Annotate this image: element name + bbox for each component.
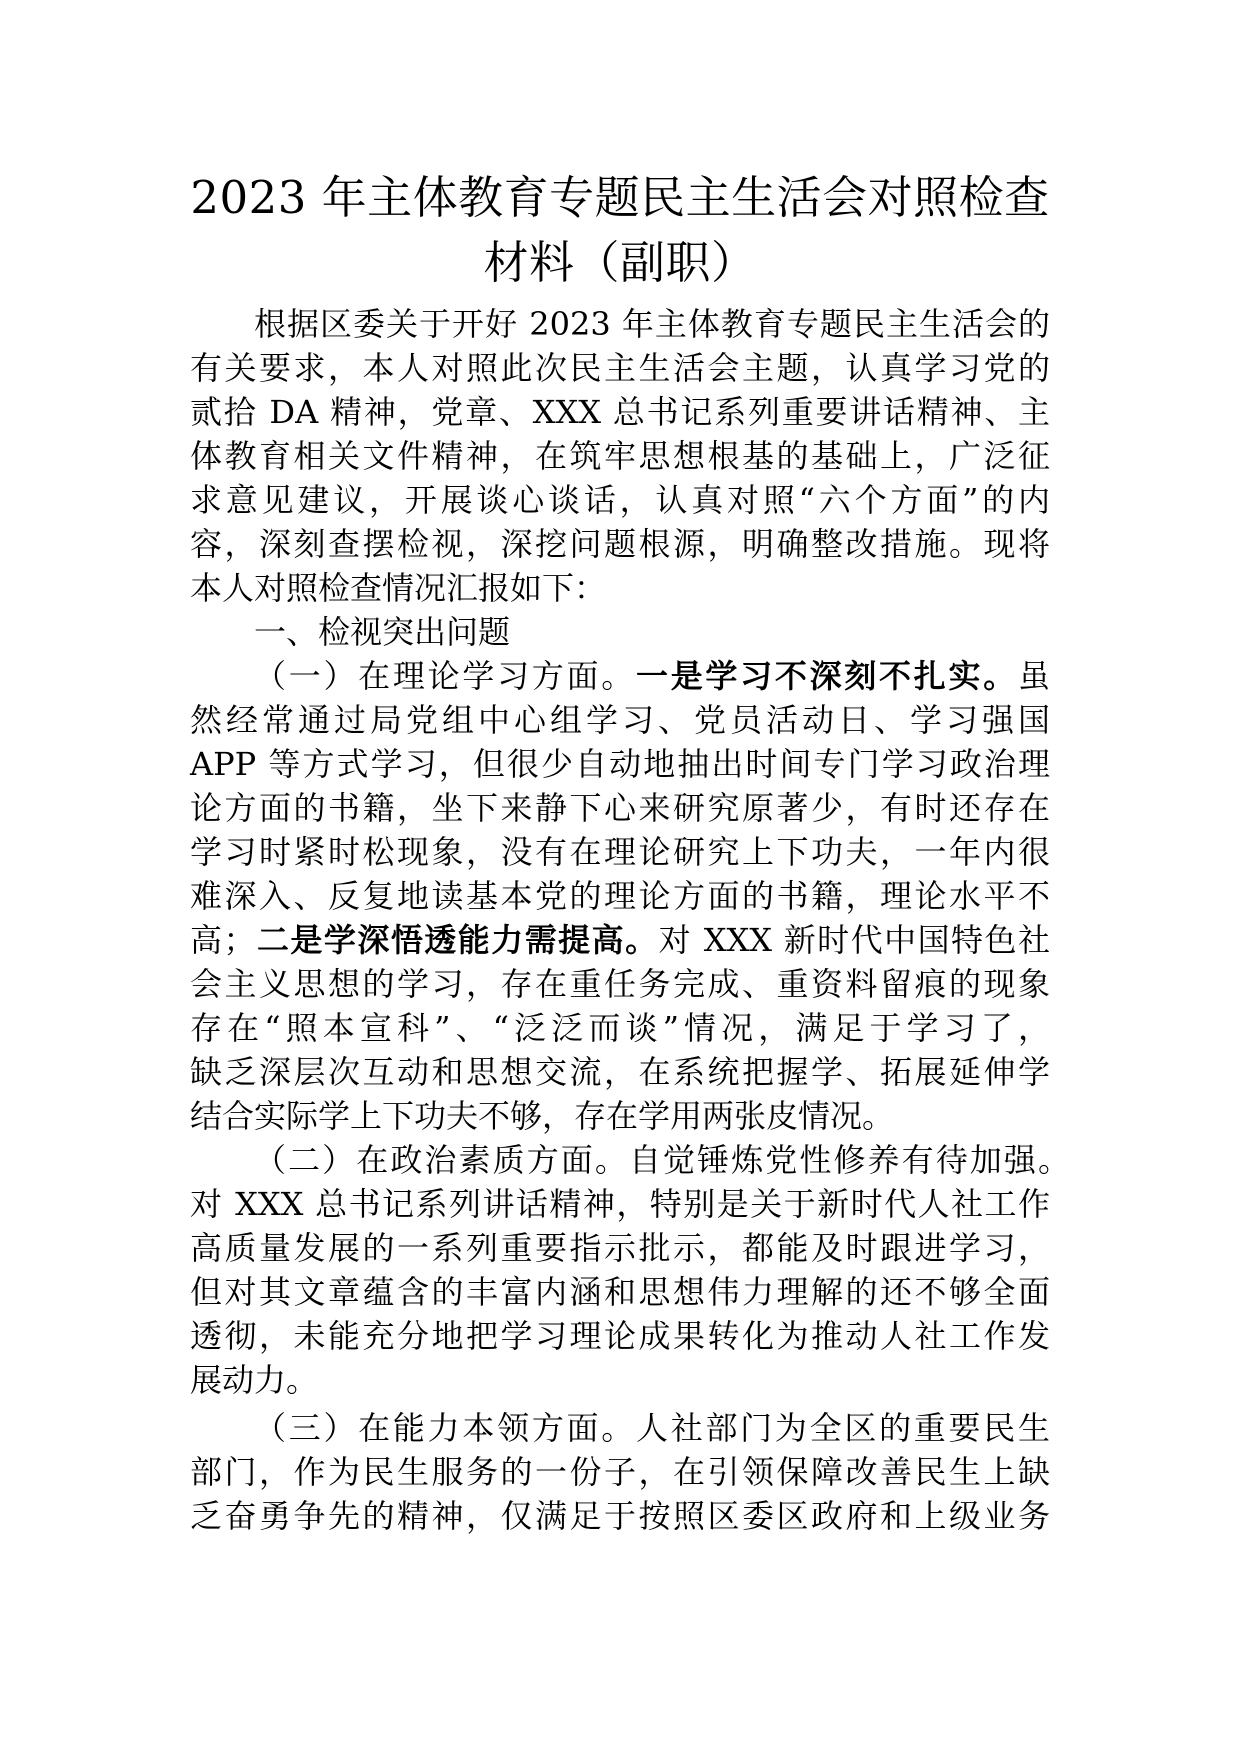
paragraph-line: 展动力。 [190,1361,319,1399]
paragraph-line: 求意见建议，开展谈心谈话，认真对照“六个方面”的内 [190,481,1050,519]
paragraph-line: 有关要求，本人对照此次民主生活会主题，认真学习党的 [190,349,1050,387]
subsection-line: （三）在能力本领方面。人社部门为全区的重要民生 [254,1409,1050,1447]
text-fragment: 对 XXX 新时代中国特色社 [658,921,1050,959]
paragraph-line: 对 XXX 总书记系列讲话精神，特别是关于新时代人社工作 [190,1185,1050,1223]
text-fragment: 高； [190,921,256,959]
paragraph-line: 会主义思想的学习，存在重任务完成、重资料留痕的现象 [190,965,1050,1003]
paragraph-line: 学习时紧时松现象，没有在理论研究上下功夫，一年内很 [190,833,1050,871]
paragraph-line-mixed [190,918,1050,962]
section-heading: 一、检视突出问题 [254,613,511,651]
paragraph-line: 透彻，未能充分地把学习理论成果转化为推动人社工作发 [190,1317,1050,1355]
text-fragment: 虽 [1017,657,1050,695]
paragraph-line: 但对其文章蕴含的丰富内涵和思想伟力理解的还不够全面 [190,1273,1050,1311]
paragraph-line: 本人对照检查情况汇报如下： [190,569,607,607]
document-title-line-2: 材料（副职） [483,236,757,289]
paragraph-line: 部门，作为民生服务的一份子，在引领保障改善民生上缺 [190,1453,1050,1491]
paragraph-line: 贰拾 DA 精神，党章、XXX 总书记系列重要讲话精神、主 [190,393,1050,431]
paragraph-line: 高质量发展的一系列重要指示批示，都能及时跟进学习， [190,1229,1050,1267]
paragraph-line: 缺乏深层次互动和思想交流，在系统把握学、拓展延伸学 [190,1053,1050,1091]
paragraph-line: 根据区委关于开好 2023 年主体教育专题民主生活会的 [254,305,1050,343]
document-title-line-1: 2023 年主体教育专题民主生活会对照检查 [190,171,1050,224]
paragraph-line: APP 等方式学习，但很少自动地抽出时间专门学习政治理 [190,745,1050,783]
paragraph-line: 体教育相关文件精神，在筑牢思想根基的基础上，广泛征 [190,437,1050,475]
paragraph-line: 容，深刻查摆检视，深挖问题根源，明确整改措施。现将 [190,525,1050,563]
paragraph-line-mixed [254,654,1050,698]
bold-point-2: 二是学深悟透能力需提高。 [255,921,659,959]
paragraph-line: 难深入、反复地读基本党的理论方面的书籍，理论水平不 [190,877,1050,915]
paragraph-line: 乏奋勇争先的精神，仅满足于按照区委区政府和上级业务 [190,1497,1050,1535]
subsection-line: （二）在政治素质方面。自觉锤炼党性修养有待加强。 [254,1141,1070,1179]
paragraph-line: 存在“照本宣科”、“泛泛而谈”情况，满足于学习了， [190,1009,1050,1047]
paragraph-line: 然经常通过局党组中心组学习、党员活动日、学习强国 [190,701,1050,739]
paragraph-line: 结合实际学上下功夫不够，存在学用两张皮情况。 [190,1097,895,1135]
paragraph-line: 论方面的书籍，坐下来静下心来研究原著少，有时还存在 [190,789,1050,827]
bold-point-1: 一是学习不深刻不扎实。 [635,657,1018,695]
subsection-heading: （一）在理论学习方面。 [254,657,636,695]
